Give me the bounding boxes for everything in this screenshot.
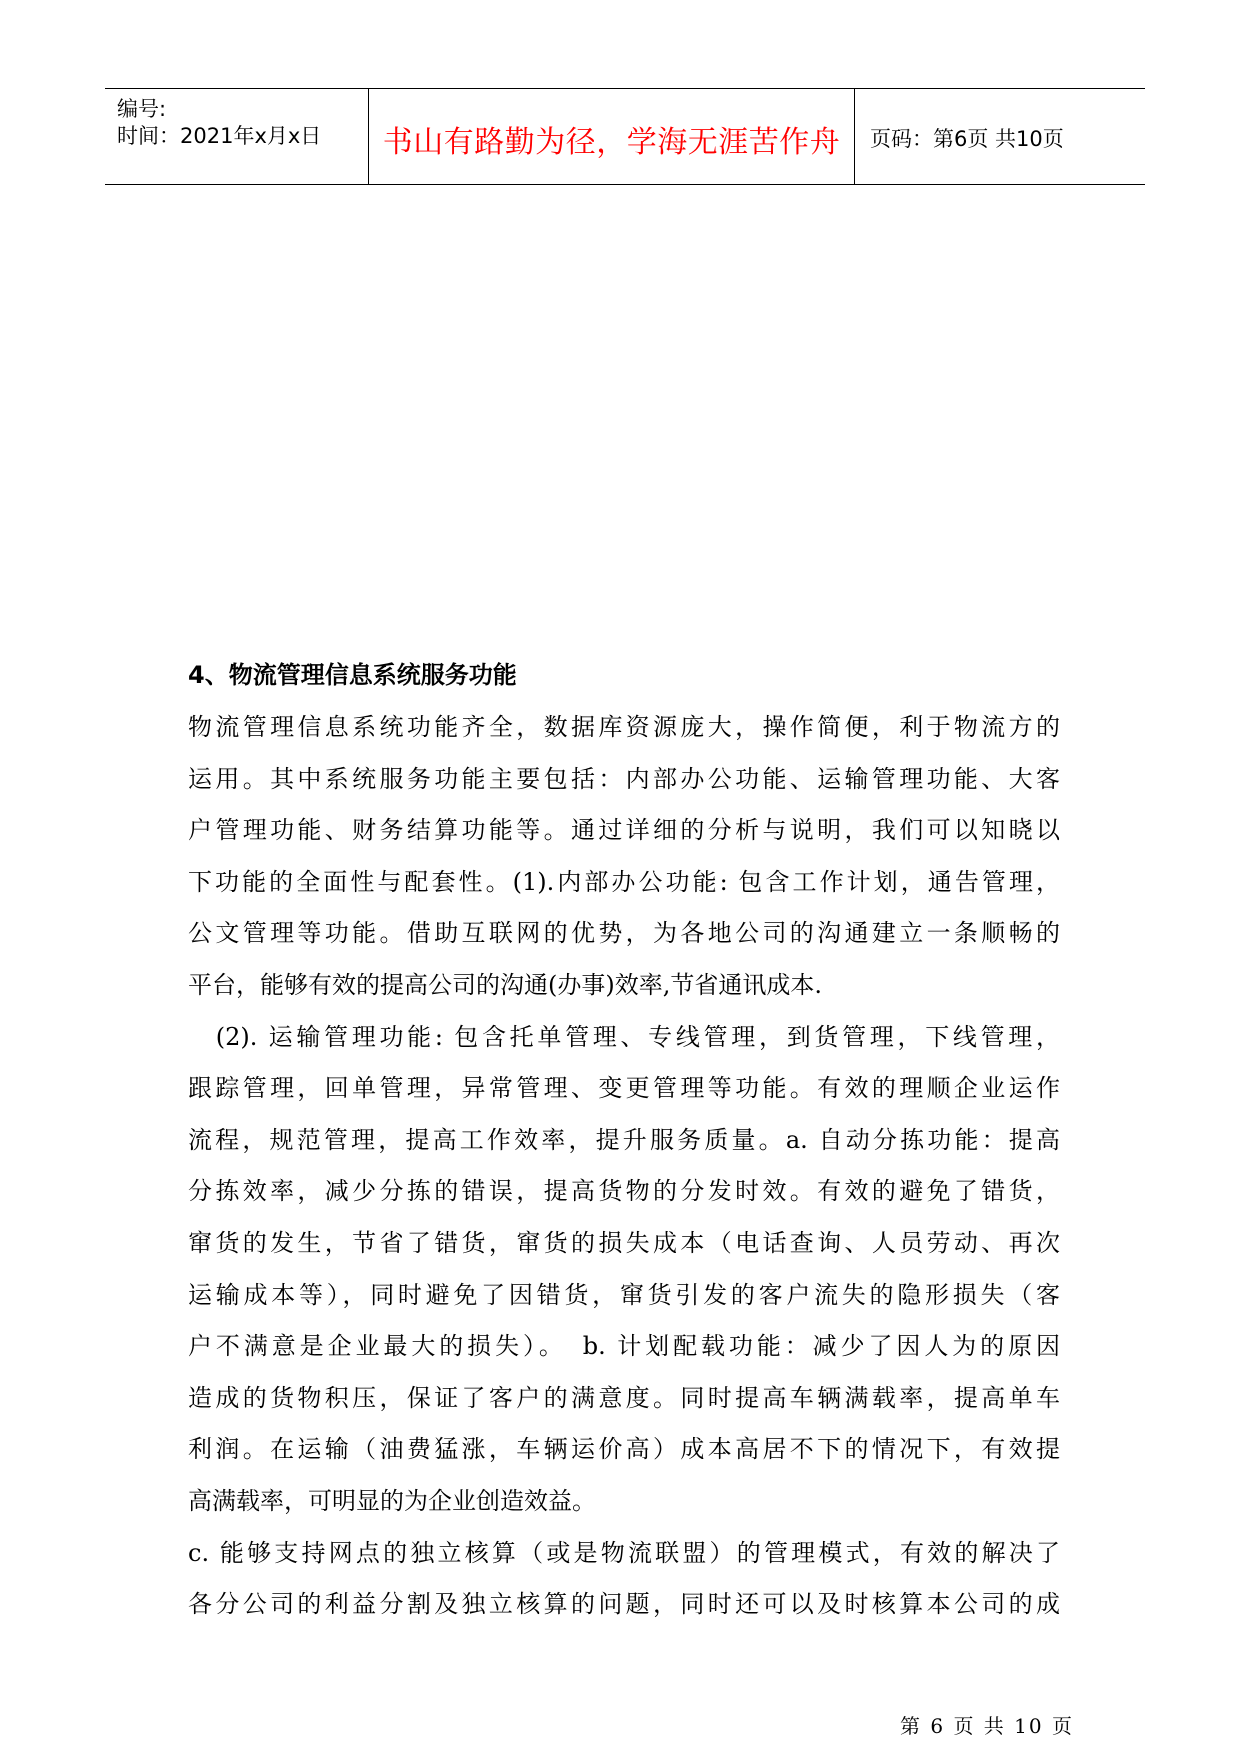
page-footer: 第 6 页 共 10 页 xyxy=(900,1714,1074,1738)
text-line: 运用。其中系统服务功能主要包括：内部办公功能、运输管理功能、大客 xyxy=(188,764,1060,793)
text-line: 运输成本等），同时避免了因错货，窜货引发的客户流失的隐形损失（客 xyxy=(188,1280,1060,1309)
text-line: 各分公司的利益分割及独立核算的问题，同时还可以及时核算本公司的成 xyxy=(188,1590,1060,1619)
text-line: 窜货的发生，节省了错货，窜货的损失成本（电话查询、人员劳动、再次 xyxy=(188,1228,1060,1257)
text-line: 物流管理信息系统功能齐全，数据库资源庞大，操作简便，利于物流方的 xyxy=(188,713,1060,741)
text-line: 户管理功能、财务结算功能等。通过详细的分析与说明，我们可以知晓以 xyxy=(188,816,1060,845)
text-line: 公文管理等功能。借助互联网的优势，为各地公司的沟通建立一条顺畅的 xyxy=(188,919,1060,948)
header-right-cell xyxy=(856,89,1145,184)
text-line: c. 能够支持网点的独立核算（或是物流联盟）的管理模式，有效的解决了 xyxy=(188,1538,1060,1567)
page-header xyxy=(105,88,1145,185)
time-label: 时间：2021年x月x日 xyxy=(117,124,322,148)
header-left-cell xyxy=(105,89,369,184)
text-line: 造成的货物积压，保证了客户的满意度。同时提高车辆满载率，提高单车 xyxy=(188,1383,1060,1412)
text-line: 户不满意是企业最大的损失）。 b. 计划配载功能：减少了因人为的原因 xyxy=(188,1332,1060,1361)
paragraph-1 xyxy=(188,702,1060,1012)
header-page-label: 页码：第6页 共10页 xyxy=(870,127,1064,151)
text-line: 跟踪管理，回单管理，异常管理、变更管理等功能。有效的理顺企业运作 xyxy=(188,1074,1060,1103)
text-line: (2). 运输管理功能: 包含托单管理、专线管理，到货管理，下线管理， xyxy=(188,1022,1060,1051)
number-label: 编号: xyxy=(117,97,167,121)
header-motto-cell xyxy=(369,89,855,184)
text-line: 流程，规范管理，提高工作效率，提升服务质量。a. 自动分拣功能：提高 xyxy=(188,1125,1060,1154)
motto: 书山有路勤为径，学海无涯苦作舟 xyxy=(382,125,841,160)
section-heading: 4、物流管理信息系统服务功能 xyxy=(188,661,517,689)
paragraph-3 xyxy=(188,1528,1060,1631)
paragraph-2 xyxy=(188,1012,1060,1528)
document-body xyxy=(188,656,1060,1631)
text-line: 下功能的全面性与配套性。(1).内部办公功能: 包含工作计划，通告管理， xyxy=(188,867,1060,896)
text-line: 利润。在运输（油费猛涨，车辆运价高）成本高居不下的情况下，有效提 xyxy=(188,1435,1060,1464)
text-line: 高满载率，可明显的为企业创造效益。 xyxy=(188,1486,596,1515)
text-line: 平台，能够有效的提高公司的沟通(办事)效率,节省通讯成本. xyxy=(188,970,822,999)
text-line: 分拣效率，减少分拣的错误，提高货物的分发时效。有效的避免了错货， xyxy=(188,1177,1060,1206)
